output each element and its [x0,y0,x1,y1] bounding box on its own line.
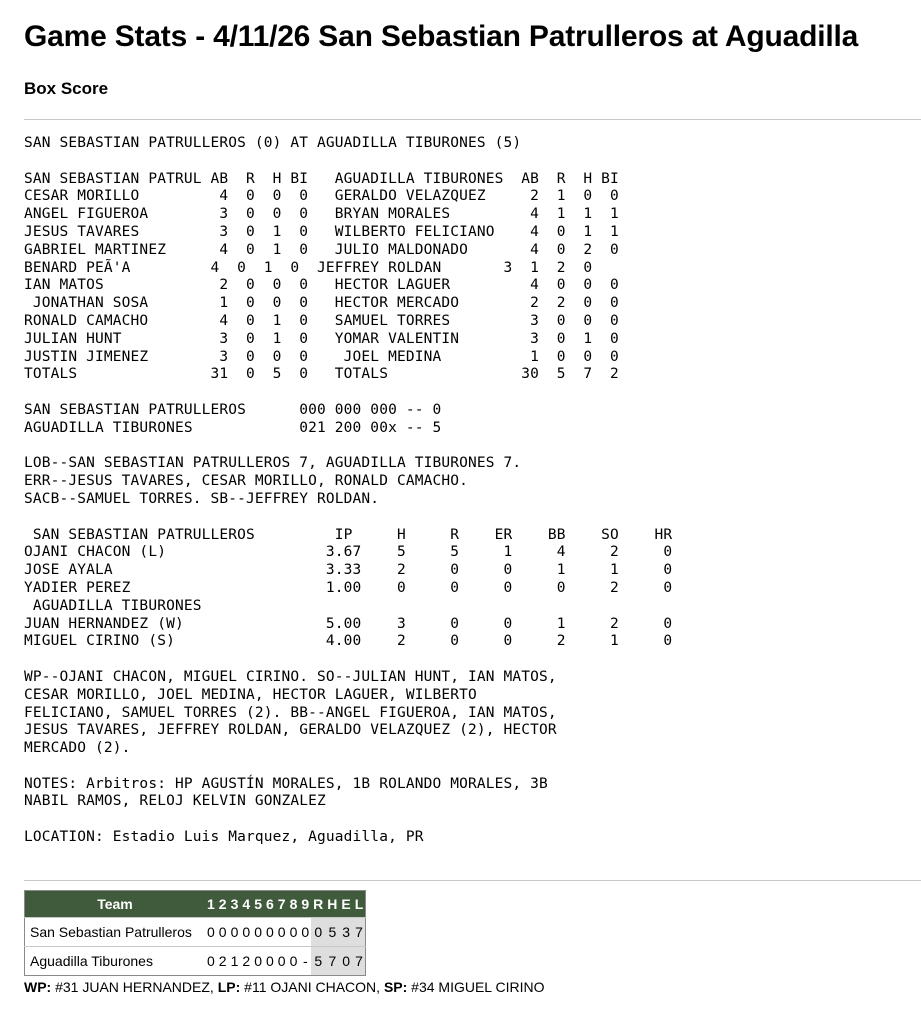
box-score-line: RONALD CAMACHO 4 0 1 0 SAMUEL TORRES 3 0 0 0 [24,312,619,329]
box-score-line: GABRIEL MARTINEZ 4 0 1 0 JULIO MALDONADO 4 0 2 0 [24,241,619,258]
box-score-line: MERCADO (2). [24,740,131,757]
box-score-line: JULIAN HUNT 3 0 1 0 YOMAR VALENTIN 3 0 1 0 [24,330,619,347]
header-inning-9: 9 [299,891,311,918]
box-score-line: JOSE AYALA 3.33 2 0 0 1 1 0 [24,562,673,579]
hits-total: 5 [325,918,339,947]
box-score-text [24,135,672,847]
box-score-line: JESUS TAVARES 3 0 1 0 WILBERTO FELICIANO 4 0 1 1 [24,223,619,240]
wp-label: WP: [24,979,52,995]
inning-score: 0 [240,918,252,947]
inning-score: 0 [252,918,264,947]
box-score-line: JONATHAN SOSA 1 0 0 0 HECTOR MERCADO 2 2 0 0 [24,295,619,312]
inning-score: 0 [217,918,229,947]
box-score-line: YADIER PEREZ 1.00 0 0 0 0 2 0 [24,579,673,596]
top-divider [24,119,921,120]
box-score-line: IAN MATOS 2 0 0 0 HECTOR LAGUER 4 0 0 0 [24,277,619,294]
wp-value: #31 JUAN HERNANDEZ, [51,979,218,995]
lp-label: LP: [217,979,241,995]
box-score-line: SAN SEBASTIAN PATRULLEROS 000 000 000 -- 0 [24,401,442,418]
box-score-line: TOTALS 31 0 5 0 TOTALS 30 5 7 2 [24,366,619,383]
line-score-row-home [25,947,366,976]
team-name: Aguadilla Tiburones [25,947,206,976]
box-score-line: JUAN HERNANDEZ (W) 5.00 3 0 0 1 2 0 [24,615,673,632]
team-name: San Sebastian Patrulleros [25,918,206,947]
lob-total: 7 [353,918,366,947]
header-inning-4: 4 [240,891,252,918]
inning-score: 0 [205,947,217,976]
box-score-line: NOTES: Arbitros: HP AGUSTÍN MORALES, 1B ROLANDO MORALES, 3B [24,775,548,792]
box-score-line: SAN SEBASTIAN PATRUL AB R H BI AGUADILLA TIBURONES AB R H BI [24,170,619,187]
box-score-line: MIGUEL CIRINO (S) 4.00 2 0 0 2 1 0 [24,633,673,650]
box-score-line: SACB--SAMUEL TORRES. SB--JEFFREY ROLDAN. [24,490,380,507]
box-score-line: ANGEL FIGUEROA 3 0 0 0 BRYAN MORALES 4 1 1 1 [24,206,619,223]
header-inning-5: 5 [252,891,264,918]
inning-score: 1 [229,947,241,976]
page-title: Game Stats - 4/11/26 San Sebastian Patrulleros at Aguadilla [24,20,859,53]
inning-score: 0 [252,947,264,976]
inning-score: 0 [276,918,288,947]
pitchers-of-record [24,979,544,995]
inning-score: - [299,947,311,976]
sp-value: #34 MIGUEL CIRINO [407,979,545,995]
box-score-line: NABIL RAMOS, RELOJ KELVIN GONZALEZ [24,793,326,810]
box-score-line: JUSTIN JIMENEZ 3 0 0 0 JOEL MEDINA 1 0 0 0 [24,348,619,365]
line-score-table [24,890,366,976]
header-errors: E [339,891,352,918]
box-score-line: SAN SEBASTIAN PATRULLEROS IP H R ER BB SO HR [24,526,673,543]
inning-score: 0 [288,947,300,976]
box-score-line: SAN SEBASTIAN PATRULLEROS (0) AT AGUADILLA TIBURONES (5) [24,135,522,151]
box-score-line: CESAR MORILLO, JOEL MEDINA, HECTOR LAGUER, WILBERTO [24,686,477,703]
box-score-line: FELICIANO, SAMUEL TORRES (2). BB--ANGEL FIGUEROA, IAN MATOS, [24,704,557,721]
box-score-line: OJANI CHACON (L) 3.67 5 5 1 4 2 0 [24,544,673,561]
errors-total: 0 [339,947,352,976]
line-score-header-row [25,891,366,918]
header-lob: L [353,891,366,918]
box-score-line: WP--OJANI CHACON, MIGUEL CIRINO. SO--JULIAN HUNT, IAN MATOS, [24,668,557,685]
inning-score: 0 [205,918,217,947]
box-score-line: ERR--JESUS TAVARES, CESAR MORILLO, RONALD CAMACHO. [24,473,468,490]
hits-total: 7 [325,947,339,976]
header-inning-3: 3 [229,891,241,918]
inning-score: 0 [299,918,311,947]
errors-total: 3 [339,918,352,947]
line-score-row-away [25,918,366,947]
box-score-line: AGUADILLA TIBURONES 021 200 00x -- 5 [24,419,442,436]
box-score-line: AGUADILLA TIBURONES [24,597,202,614]
runs-total: 5 [311,947,325,976]
inning-score: 0 [264,918,276,947]
lp-value: #11 OJANI CHACON, [240,979,384,995]
bottom-divider [24,880,921,881]
inning-score: 0 [229,918,241,947]
header-inning-7: 7 [276,891,288,918]
inning-score: 0 [264,947,276,976]
header-inning-6: 6 [264,891,276,918]
sp-label: SP: [383,979,408,995]
inning-score: 0 [276,947,288,976]
inning-score: 0 [288,918,300,947]
header-inning-2: 2 [217,891,229,918]
inning-score: 2 [217,947,229,976]
header-inning-1: 1 [205,891,217,918]
lob-total: 7 [353,947,366,976]
header-team: Team [25,891,206,918]
header-inning-8: 8 [288,891,300,918]
header-hits: H [325,891,339,918]
box-score-line: BENARD PEÃ'A 4 0 1 0 JEFFREY ROLDAN 3 1 2 0 [24,259,593,276]
inning-score: 2 [240,947,252,976]
box-score-heading: Box Score [24,79,109,98]
box-score-line: LOCATION: Estadio Luis Marquez, Aguadilla, PR [24,829,424,846]
header-runs: R [311,891,325,918]
runs-total: 0 [311,918,325,947]
box-score-line: JESUS TAVARES, JEFFREY ROLDAN, GERALDO VELAZQUEZ (2), HECTOR [24,722,557,739]
box-score-line: LOB--SAN SEBASTIAN PATRULLEROS 7, AGUADILLA TIBURONES 7. [24,455,522,472]
box-score-line: CESAR MORILLO 4 0 0 0 GERALDO VELAZQUEZ 2 1 0 0 [24,188,619,205]
